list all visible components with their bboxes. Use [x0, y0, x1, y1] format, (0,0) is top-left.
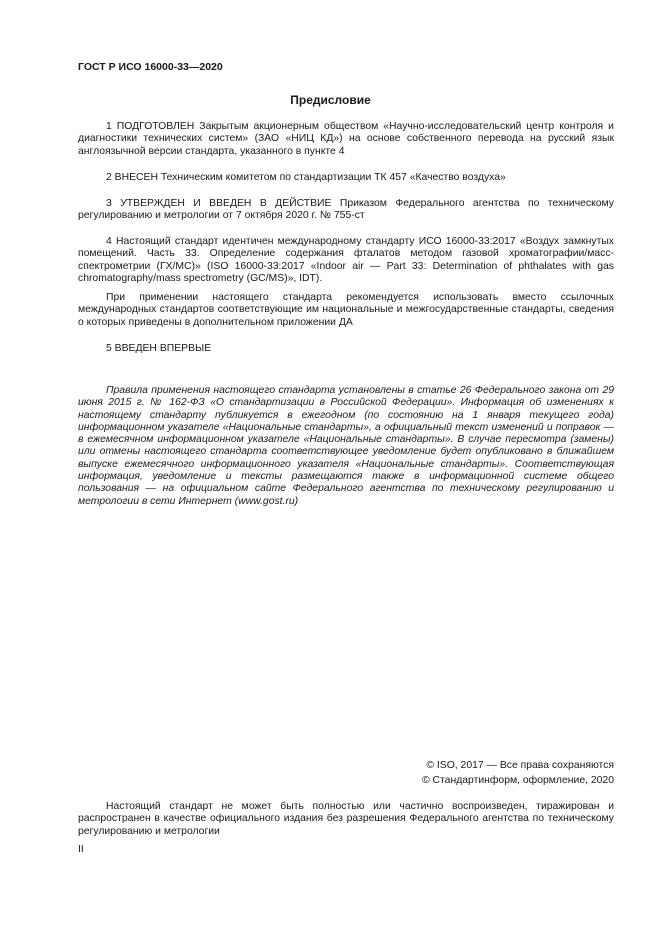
paragraph-reference-note: При применении настоящего стандарта рекомендуется использовать вместо ссылочных международных стандартов соответствующие им национальные и межгосударственные стандарты, сведения о которых приведены в дополнительном приложении ДА — [78, 292, 614, 328]
page-number: II — [78, 844, 84, 855]
paragraph-identical-standard: 4 Настоящий стандарт идентичен международному стандарту ИСО 16000-33:2017 «Воздух замкнутых помещений. Часть 33. Определение содержания фталатов методом газовой хроматографии/масс-спектрометрии (ГХ/МС)» (ISO 16000-33:2017 «Indoor air — Part 33: Determination of phthalates with gas chromatography/mass spectrometry (GC/MS)», IDT). — [78, 236, 614, 284]
paragraph-introduced-first: 5 ВВЕДЕН ВПЕРВЫЕ — [106, 343, 212, 354]
page-title: Предисловие — [290, 93, 371, 107]
document-code-header: ГОСТ Р ИСО 16000-33—2020 — [78, 61, 223, 73]
copyright-standartinform: © Стандартинформ, оформление, 2020 — [421, 775, 614, 786]
paragraph-prepared-by: 1 ПОДГОТОВЛЕН Закрытым акционерным обществом «Научно-исследовательский центр контроля и диагностики технических систем» (ЗАО «НИЦ КД») на основе собственного перевода на русский язык англоязычной версии стандарта, указанного в пункте 4 — [78, 121, 614, 157]
application-rules-notice: Правила применения настоящего стандарта установлены в статье 26 Федерального закона от 29 июня 2015 г. № 162-ФЗ «О стандартизации в Российской Федерации». Информация об изменениях к настоящему стандарту публикуется в ежегодном (по состоянию на 1 января текущего года) информационном указателе «Национальные стандарты», а официальный текст изменений и поправок — в ежемесячном информационном указателе «Национальные стандарты». В случае пересмотра (замены) или отмены настоящего стандарта соответствующее уведомление будет опубликовано в ближайшем выпуске ежемесячного информационного указателя «Национальные стандарты». Соответствующая информация, уведомление и тексты размещаются также в информационной системе общего пользования — на официальном сайте Федерального агентства по техническому регулированию и метрологии в сети Интернет (www.gost.ru) — [78, 385, 614, 507]
reproduction-notice: Настоящий стандарт не может быть полностью или частично воспроизведен, тиражирован и распространен в качестве официального издания без разрешения Федерального агентства по техническому регулированию и метрологии — [78, 801, 614, 837]
paragraph-approved: 3 УТВЕРЖДЕН И ВВЕДЕН В ДЕЙСТВИЕ Приказом Федерального агентства по техническому регулированию и метрологии от 7 октября 2020 г. № 755-ст — [78, 198, 614, 222]
copyright-iso: © ISO, 2017 — Все права сохраняются — [426, 760, 614, 771]
paragraph-submitted-by: 2 ВНЕСЕН Техническим комитетом по стандартизации ТК 457 «Качество воздуха» — [106, 172, 506, 183]
